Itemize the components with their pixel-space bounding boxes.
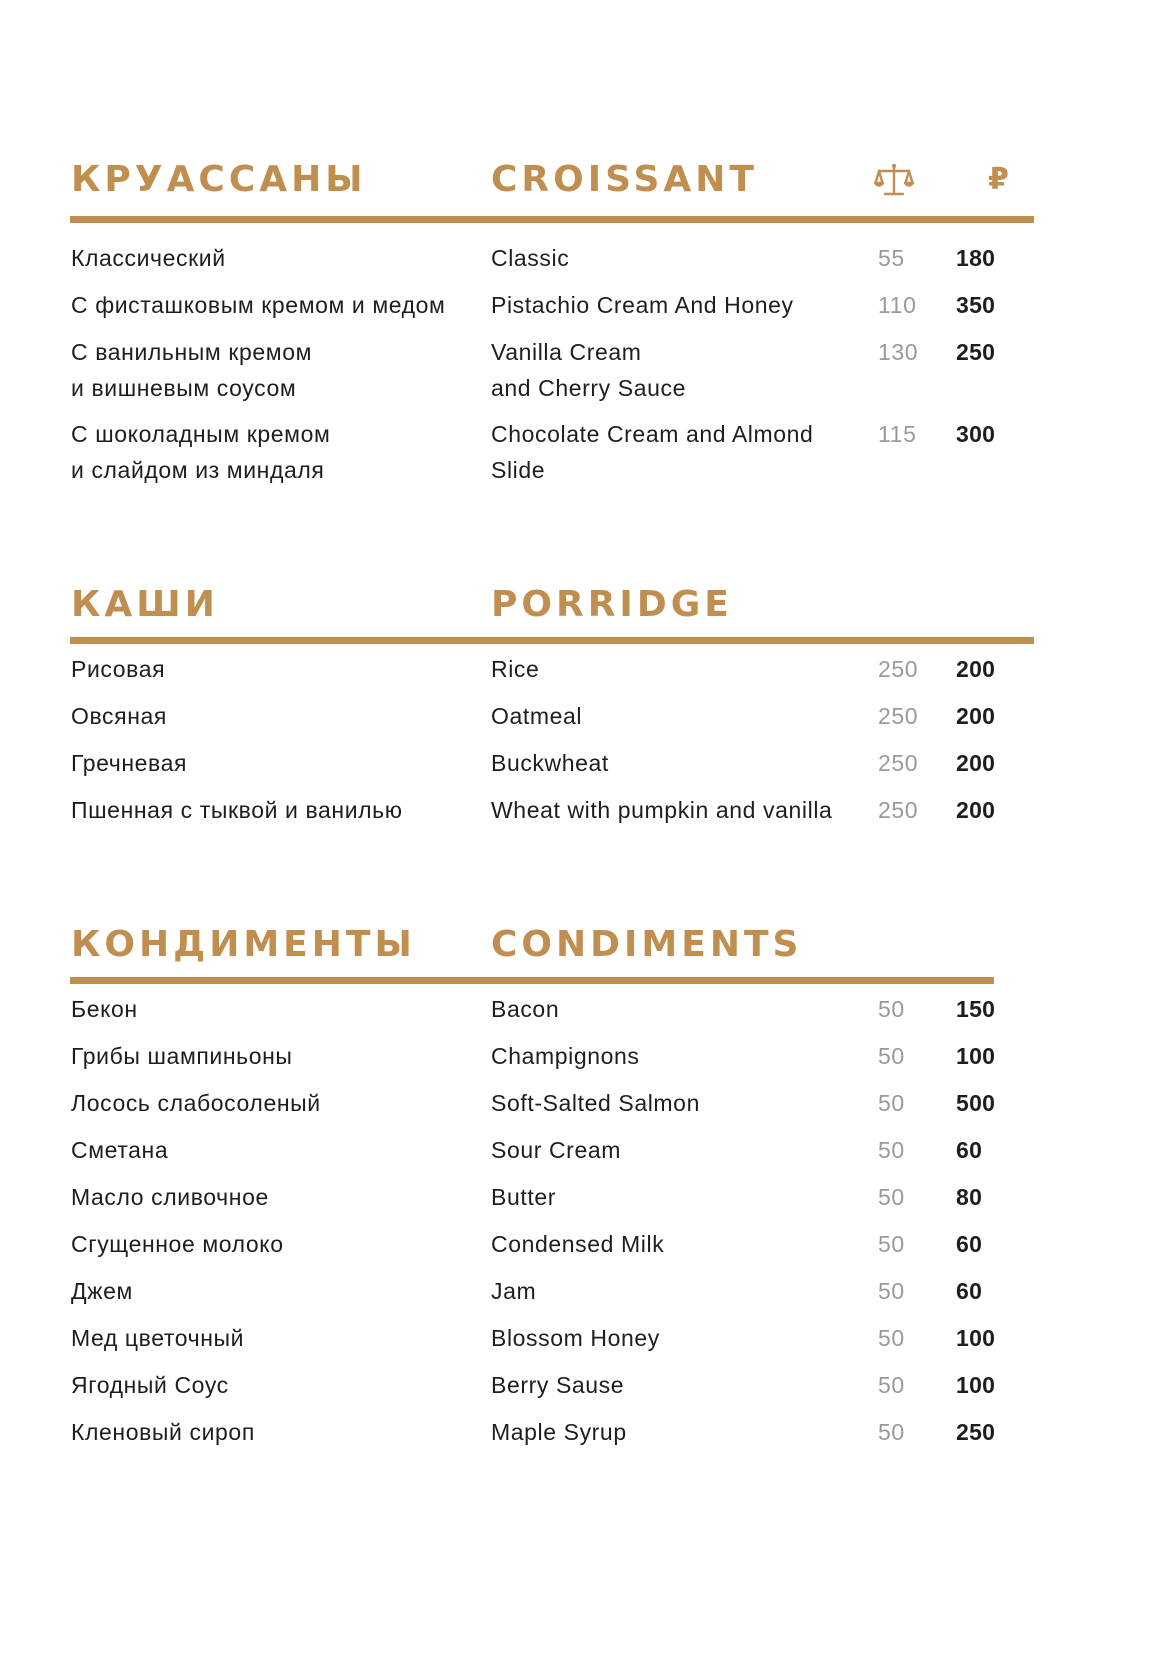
item-name-en	[491, 745, 871, 781]
item-name-en	[491, 1085, 871, 1121]
item-name-ru	[71, 792, 471, 828]
item-name-en-line: Rice	[491, 656, 540, 682]
item-price: 200	[956, 797, 996, 823]
item-name-ru-line: и вишневым соусом	[71, 375, 297, 401]
section-title-ru: КРУАССАНЫ	[71, 159, 367, 200]
item-price: 150	[956, 996, 996, 1022]
item-weight: 250	[878, 797, 919, 823]
item-price: 80	[956, 1184, 983, 1210]
item-price: 100	[956, 1043, 996, 1069]
menu-section	[0, 585, 1166, 882]
section-title-ru: КАШИ	[71, 584, 219, 625]
item-name-ru-line: Овсяная	[71, 703, 167, 729]
section-title-ru: КОНДИМЕНТЫ	[71, 924, 416, 965]
item-price: 100	[956, 1325, 996, 1351]
scale-icon	[874, 160, 914, 200]
item-name-ru-line: Грибы шампиньоны	[71, 1043, 293, 1069]
item-name-ru	[71, 1273, 471, 1309]
item-price: 60	[956, 1231, 983, 1257]
item-name-ru-line: Масло сливочное	[71, 1184, 269, 1210]
item-name-en-line: Wheat with pumpkin and vanilla	[491, 797, 833, 823]
item-name-ru	[71, 240, 471, 276]
item-name-en	[491, 416, 871, 488]
item-name-en-line: Jam	[491, 1278, 537, 1304]
section-title-en: PORRIDGE	[491, 584, 733, 625]
item-name-ru	[71, 745, 471, 781]
item-name-ru-line: и слайдом из миндаля	[71, 457, 325, 483]
item-name-ru-line: Джем	[71, 1278, 133, 1304]
item-name-en-line: Pistachio Cream And Honey	[491, 292, 794, 318]
item-name-en	[491, 792, 871, 828]
item-weight: 115	[878, 421, 917, 447]
item-name-ru	[71, 1414, 471, 1450]
item-name-ru-line: С ванильным кремом	[71, 339, 313, 365]
item-name-ru-line: С шоколадным кремом	[71, 421, 331, 447]
item-name-ru-line: Сметана	[71, 1137, 169, 1163]
item-name-en	[491, 1038, 871, 1074]
item-name-en-line: Oatmeal	[491, 703, 583, 729]
item-name-ru	[71, 1367, 471, 1403]
item-name-en-line: Buckwheat	[491, 750, 609, 776]
item-weight: 130	[878, 339, 919, 365]
item-name-en-line: Maple Syrup	[491, 1419, 627, 1445]
item-weight: 50	[878, 1325, 905, 1351]
item-name-ru-line: Лосось слабосоленый	[71, 1090, 321, 1116]
item-weight: 50	[878, 1278, 905, 1304]
item-name-ru-line: Сгущенное молоко	[71, 1231, 284, 1257]
item-price: 200	[956, 703, 996, 729]
item-name-en-line: Blossom Honey	[491, 1325, 660, 1351]
item-name-en-line: Berry Sause	[491, 1372, 625, 1398]
item-price: 60	[956, 1278, 983, 1304]
item-name-ru-line: Гречневая	[71, 750, 188, 776]
item-name-en-line: Vanilla Cream	[491, 339, 642, 365]
item-name-en	[491, 1273, 871, 1309]
item-name-ru	[71, 1038, 471, 1074]
item-weight: 110	[878, 292, 917, 318]
item-name-en	[491, 1226, 871, 1262]
item-weight: 50	[878, 1184, 905, 1210]
item-weight: 250	[878, 656, 919, 682]
item-price: 500	[956, 1090, 996, 1116]
item-name-en-line: and Cherry Sauce	[491, 375, 686, 401]
section-divider	[70, 637, 1034, 644]
item-name-ru-line: Бекон	[71, 996, 138, 1022]
item-name-ru-line: Мед цветочный	[71, 1325, 245, 1351]
item-name-en-line: Classic	[491, 245, 570, 271]
item-price: 250	[956, 1419, 996, 1445]
item-name-ru	[71, 334, 471, 406]
item-name-en-line: Champignons	[491, 1043, 640, 1069]
item-name-ru	[71, 287, 471, 323]
item-price: 200	[956, 656, 996, 682]
item-weight: 50	[878, 1043, 905, 1069]
item-name-ru	[71, 991, 471, 1027]
item-name-en-line: Bacon	[491, 996, 560, 1022]
item-price: 350	[956, 292, 996, 318]
item-name-ru	[71, 651, 471, 687]
item-price: 300	[956, 421, 996, 447]
item-weight: 50	[878, 1137, 905, 1163]
item-name-ru	[71, 1179, 471, 1215]
item-price: 100	[956, 1372, 996, 1398]
item-name-ru	[71, 698, 471, 734]
item-weight: 50	[878, 996, 905, 1022]
item-name-ru-line: Кленовый сироп	[71, 1419, 255, 1445]
item-name-ru-line: Ягодный Соус	[71, 1372, 229, 1398]
item-name-ru	[71, 1320, 471, 1356]
item-name-ru	[71, 1085, 471, 1121]
item-weight: 55	[878, 245, 905, 271]
item-name-en-line: Butter	[491, 1184, 556, 1210]
item-name-en	[491, 1414, 871, 1450]
menu-section	[0, 160, 1166, 506]
item-weight: 50	[878, 1231, 905, 1257]
menu-section	[0, 925, 1166, 1504]
section-divider	[70, 216, 1034, 223]
item-name-ru-line: Рисовая	[71, 656, 166, 682]
item-name-en-line: Condensed Milk	[491, 1231, 665, 1257]
section-title-en: CROISSANT	[491, 159, 758, 200]
item-name-en	[491, 287, 871, 323]
item-name-ru	[71, 1226, 471, 1262]
item-weight: 250	[878, 750, 919, 776]
item-price: 200	[956, 750, 996, 776]
item-weight: 50	[878, 1419, 905, 1445]
item-name-en	[491, 334, 871, 406]
item-name-en	[491, 1320, 871, 1356]
item-name-en	[491, 1367, 871, 1403]
item-name-ru-line: С фисташковым кремом и медом	[71, 292, 446, 318]
item-name-en-line: Slide	[491, 457, 546, 483]
item-name-en	[491, 1179, 871, 1215]
section-divider	[70, 977, 994, 984]
item-name-en	[491, 991, 871, 1027]
item-price: 250	[956, 339, 996, 365]
item-name-ru	[71, 1132, 471, 1168]
item-price: 180	[956, 245, 996, 271]
section-title-en: CONDIMENTS	[491, 924, 803, 965]
item-weight: 250	[878, 703, 919, 729]
item-name-en	[491, 1132, 871, 1168]
item-name-en-line: Soft-Salted Salmon	[491, 1090, 700, 1116]
item-price: 60	[956, 1137, 983, 1163]
item-name-ru-line: Классический	[71, 245, 226, 271]
item-name-ru-line: Пшенная с тыквой и ванилью	[71, 797, 403, 823]
item-name-ru	[71, 416, 471, 488]
item-weight: 50	[878, 1090, 905, 1116]
item-name-en	[491, 651, 871, 687]
item-name-en	[491, 698, 871, 734]
item-name-en-line: Chocolate Cream and Almond	[491, 421, 814, 447]
item-name-en-line: Sour Cream	[491, 1137, 621, 1163]
ruble-icon: ₽	[988, 162, 1009, 197]
item-weight: 50	[878, 1372, 905, 1398]
item-name-en	[491, 240, 871, 276]
